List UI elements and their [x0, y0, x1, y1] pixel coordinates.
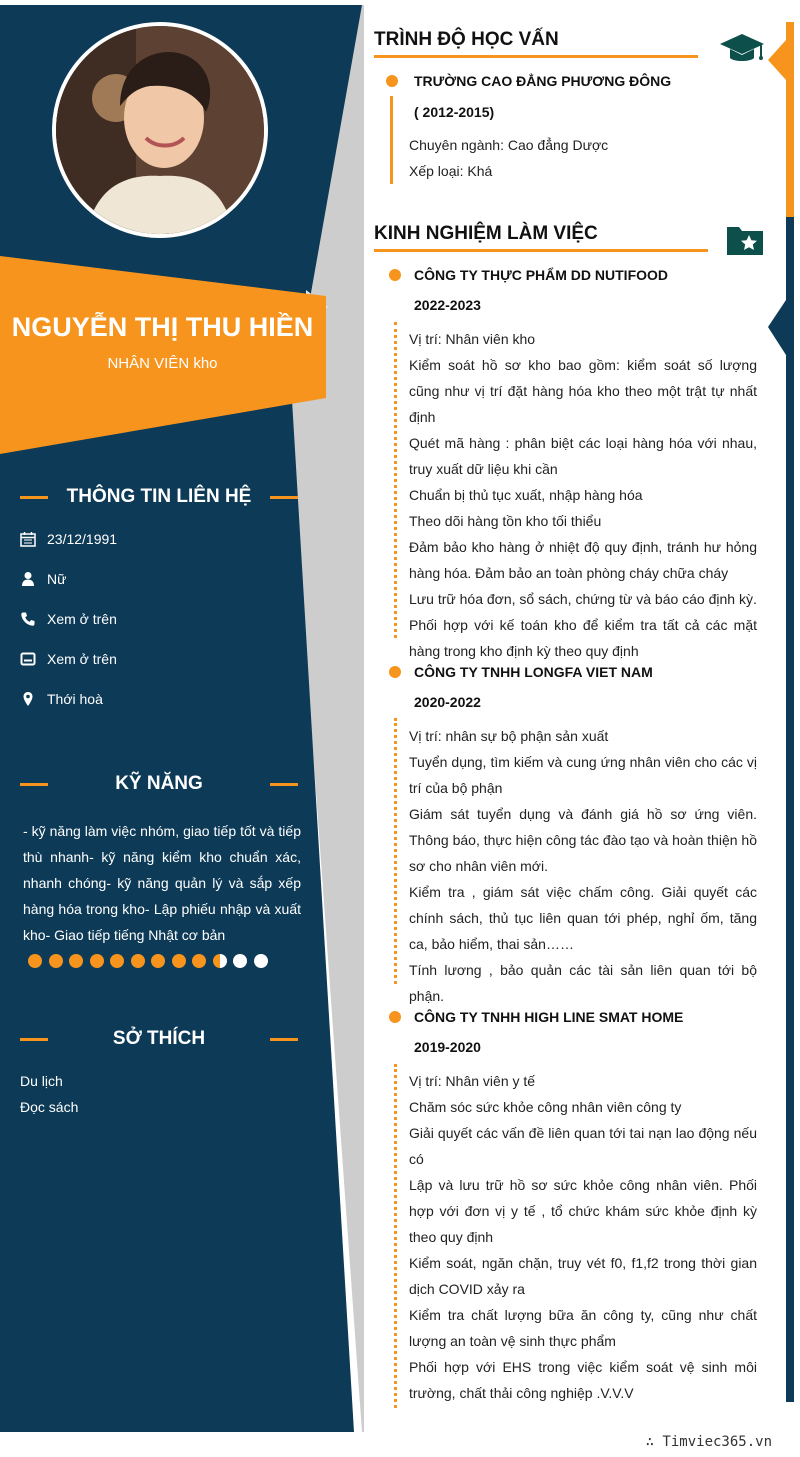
job-detail-line: Kiểm soát hồ sơ kho bao gồm: kiểm soát số lượng cũng như vị trí đặt hàng hóa kho theo một trật tự nhất định [409, 357, 757, 425]
job-detail-line: Phối hợp với kế toán kho để kiểm tra tất cả các mặt hàng trong kho định kỳ theo quy định [409, 617, 757, 659]
profile-photo [52, 22, 268, 238]
job-company: CÔNG TY TNHH HIGH LINE SMAT HOME [414, 1009, 684, 1025]
right-accent-navy [786, 217, 794, 1402]
user-icon [20, 571, 36, 587]
skill-rating-dot [69, 954, 83, 968]
candidate-name: NGUYỄN THỊ THU HIỀN [11, 312, 314, 342]
job-bullet [389, 269, 401, 281]
portrait-illustration [56, 26, 264, 234]
job-detail-line: Đảm bảo kho hàng ở nhiệt độ quy định, tránh hư hỏng hàng hóa. Đảm bảo an toàn phòng cháy chữa cháy [409, 539, 757, 581]
phone-icon [20, 611, 36, 627]
education-heading: TRÌNH ĐỘ HỌC VẤN [374, 29, 559, 50]
job-company: CÔNG TY THỰC PHẨM DD NUTIFOOD [414, 267, 669, 283]
job-details [409, 723, 757, 1009]
job-period: 2020-2022 [414, 694, 481, 710]
skill-rating-dot [28, 954, 42, 968]
skill-rating-dot [110, 954, 124, 968]
skill-rating-dot [213, 954, 227, 968]
education-grade: Xếp loại: Khá [409, 163, 493, 179]
education-heading-underline [374, 55, 698, 58]
skill-rating-dot [49, 954, 63, 968]
contact-section-header [20, 482, 298, 512]
education-period: ( 2012-2015) [414, 104, 495, 120]
contact-address-value: Thới hoà [47, 691, 103, 707]
job-timeline [394, 1064, 397, 1408]
email-icon [20, 651, 36, 667]
job-detail-line: Vị trí: Nhân viên kho [409, 331, 536, 347]
location-icon [20, 691, 36, 707]
job-company: CÔNG TY TNHH LONGFA VIET NAM [414, 664, 653, 680]
education-bullet [386, 75, 398, 87]
job-period: 2022-2023 [414, 297, 481, 313]
job-timeline [394, 322, 397, 638]
skill-rating-dot [131, 954, 145, 968]
job-detail-line: Kiểm tra , giám sát việc chấm công. Giải quyết các chính sách, thủ tục liên quan tới phép, nghỉ ốm, tăng ca, bảo hiểm, thai sản…… [409, 884, 757, 952]
job-details [409, 1068, 757, 1406]
job-bullet [389, 666, 401, 678]
education-details [409, 132, 757, 184]
hobbies-section-header [20, 1024, 298, 1054]
hobby-item: Đọc sách [20, 1099, 79, 1115]
graduation-cap-icon [719, 32, 765, 64]
job-bullet [389, 1011, 401, 1023]
job-detail-line: Lập và lưu trữ hồ sơ sức khỏe công nhân viên. Phối hợp với đơn vị y tế , tổ chức khám sức khỏe định kỳ theo quy định [409, 1177, 757, 1245]
job-detail-line: Chăm sóc sức khỏe công nhân viên công ty [409, 1099, 682, 1115]
skills-heading: KỸ NĂNG [115, 773, 203, 794]
job-detail-line: Vị trí: nhân sự bộ phận sản xuất [409, 728, 609, 744]
contact-gender-value: Nữ [47, 571, 67, 587]
job-detail-line: Quét mã hàng : phân biệt các loại hàng hóa với nhau, truy xuất dữ liệu khi cần [409, 435, 757, 477]
skills-text: - kỹ năng làm việc nhóm, giao tiếp tốt và tiếp thù nhanh- kỹ năng kiểm kho chuẩn xác, nhanh chóng- kỹ năng quản lý và sắp xếp hàng hóa trong kho- Lập phiếu nhập và xuất kho- Giao tiếp tiếng Nhật cơ bản [23, 823, 301, 943]
job-detail-line: Vị trí: Nhân viên y tế [409, 1073, 536, 1089]
watermark: ∴ Timviec365.vn [645, 1434, 772, 1450]
right-accent-orange-tab [768, 40, 786, 80]
contact-heading: THÔNG TIN LIÊN HỆ [66, 486, 252, 507]
experience-heading-underline [374, 249, 708, 252]
job-detail-line: Theo dõi hàng tồn kho tối thiểu [409, 513, 602, 529]
education-timeline [390, 96, 393, 184]
job-detail-line: Lưu trữ hóa đơn, sổ sách, chứng từ và báo cáo định kỳ. [409, 591, 757, 607]
job-detail-line: Kiểm soát, ngăn chặn, truy vét f0, f1,f2 trong thời gian dịch COVID xảy ra [409, 1255, 757, 1297]
job-details [409, 326, 757, 664]
job-timeline [394, 718, 397, 984]
contact-phone-value: Xem ở trên [47, 611, 117, 627]
hobby-item: Du lịch [20, 1073, 63, 1089]
job-period: 2019-2020 [414, 1039, 481, 1055]
right-accent-orange [786, 22, 794, 217]
job-detail-line: Tuyển dụng, tìm kiếm và cung ứng nhân viên cho các vị trí của bộ phận [409, 754, 757, 796]
skills-section-header [20, 769, 298, 799]
education-major: Chuyên ngành: Cao đẳng Dược [409, 137, 609, 153]
heading-bar-right [270, 783, 298, 786]
contact-email-value: Xem ở trên [47, 651, 117, 667]
right-accent-navy-tab [768, 300, 786, 355]
job-detail-line: Tính lương , bảo quản các tài sản liên quan tới bộ phận. [409, 962, 757, 1004]
skill-rating-dot [151, 954, 165, 968]
experience-heading: KINH NGHIỆM LÀM VIỆC [374, 223, 598, 244]
skill-rating-dot [233, 954, 247, 968]
education-school: TRƯỜNG CAO ĐẲNG PHƯƠNG ĐÔNG [414, 73, 672, 89]
job-detail-line: Giám sát tuyển dụng và đánh giá hồ sơ ứng viên. Thông báo, thực hiện công tác đào tạo và hoàn thiện hồ sơ cho nhân viên mới. [409, 806, 757, 874]
calendar-icon [20, 531, 36, 547]
briefcase-star-icon [725, 223, 765, 257]
heading-bar-right [270, 1038, 298, 1041]
heading-bar-right [270, 496, 298, 499]
skill-rating-dot [90, 954, 104, 968]
skill-rating-dot [192, 954, 206, 968]
job-detail-line: Chuẩn bị thủ tục xuất, nhập hàng hóa [409, 487, 643, 503]
job-detail-line: Giải quyết các vấn đề liên quan tới tai nạn lao động nếu có [409, 1125, 757, 1167]
contact-birthday-value: 23/12/1991 [47, 531, 118, 547]
hobbies-heading: SỞ THÍCH [112, 1028, 206, 1049]
candidate-title: NHÂN VIÊN kho [107, 355, 218, 372]
job-detail-line: Phối hợp với EHS trong việc kiểm soát vệ sinh môi trường, chất thải công nghiệp .V.V.V [409, 1359, 757, 1401]
skill-rating-dot [172, 954, 186, 968]
job-detail-line: Kiểm tra chất lượng bữa ăn công ty, cũng như chất lượng an toàn vệ sinh thực phẩm [409, 1307, 757, 1349]
skill-rating-dot [254, 954, 268, 968]
